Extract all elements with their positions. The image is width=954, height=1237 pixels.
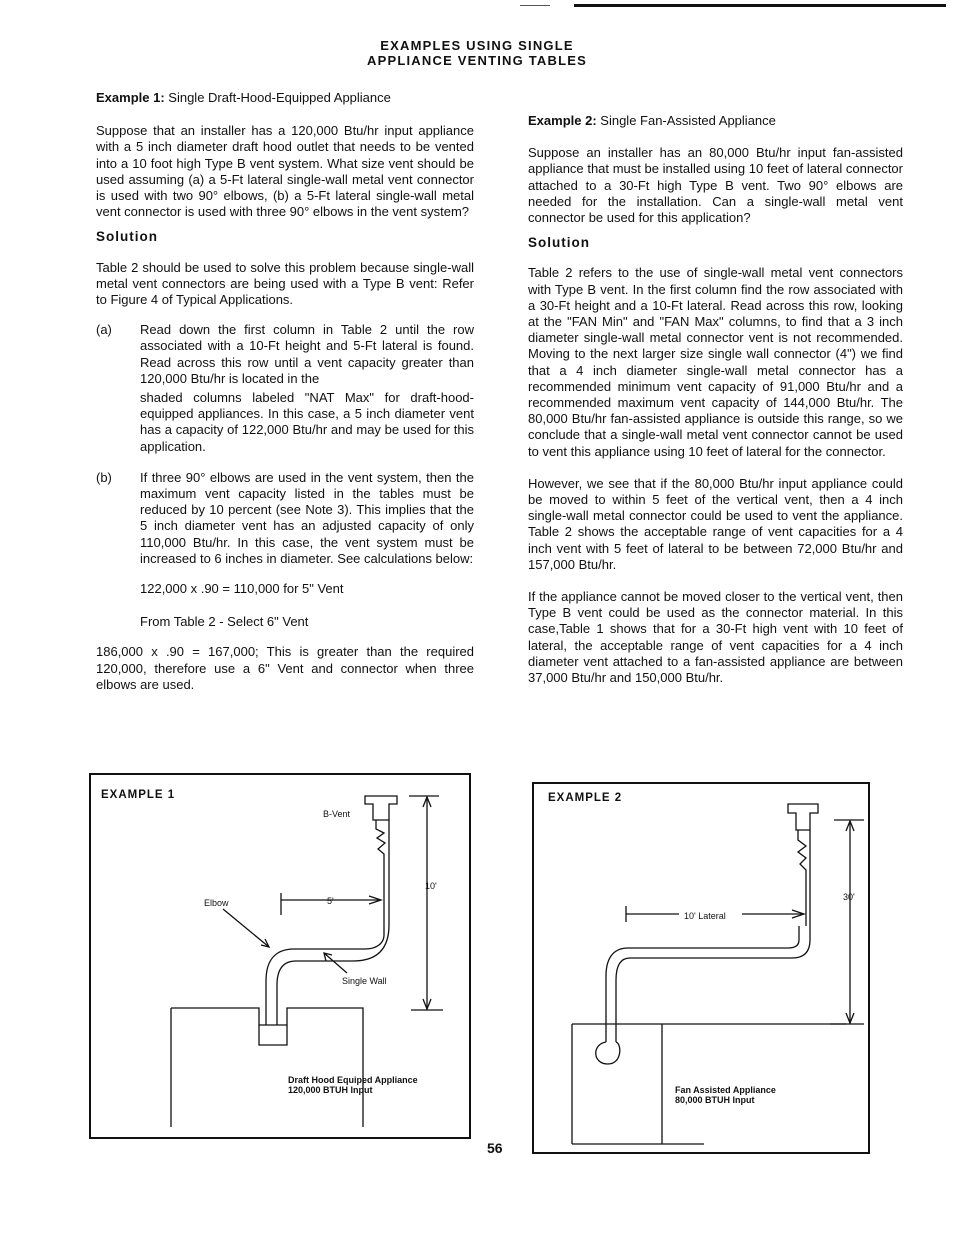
- figure1-drawing: [91, 775, 469, 1137]
- example1-problem: Suppose that an installer has a 120,000 Btu/hr input appliance with a 5 inch diameter draft hood outlet that needs to be vented into a 10 foot high Type B vent system. What size vent should be used assuming (a) a 5-Ft lateral single-wall metal vent connector is used with two 90° elbows, (b) a 5-Ft lateral single-wall metal vent connector is used with three 90° elbows in the vent system?: [96, 123, 474, 220]
- figure-example-2: [532, 782, 870, 1154]
- example1-subtitle: Single Draft-Hood-Equipped Appliance: [168, 90, 391, 105]
- example2-paragraph-2: However, we see that if the 80,000 Btu/hr input appliance could be moved to within 5 feet of the vertical vent, then a 4 inch single-wall metal connector could be used to vent the appliance. Table 2 shows the acceptable range of vent capacities for a 4 inch vent with 5 feet of lateral to be between 72,000 Btu/hr and 157,000 Btu/hr.: [528, 475, 903, 572]
- figure1-single-wall-label: Single Wall: [342, 976, 387, 986]
- item-a-marker: (a): [96, 322, 112, 338]
- item-b-marker: (b): [96, 469, 112, 485]
- top-rule-short: [520, 5, 550, 6]
- figure1-vent-cap: [365, 796, 397, 820]
- top-rule: [574, 4, 946, 7]
- example1-label: Example 1:: [96, 90, 165, 105]
- figure2-appliance-line2: 80,000 BTUH Input: [675, 1095, 755, 1105]
- figure1-lateral-label: 5': [327, 896, 334, 906]
- example1-column: [96, 90, 474, 693]
- item-a-text-1: Read down the first column in Table 2 until the row associated with a 10-Ft height and 5-Ft lateral is found. Read across this row until a vent capacity greater than 120,000 Btu/hr is located in the: [140, 322, 474, 386]
- figure1-appliance-line1: Draft Hood Equiped Appliance: [288, 1075, 418, 1085]
- example1-item-b: [96, 470, 474, 567]
- example2-column: [528, 113, 903, 686]
- figure2-height-label: 30': [843, 892, 855, 902]
- figure2-appliance-line1: Fan Assisted Appliance: [675, 1085, 776, 1095]
- calculation-2: From Table 2 - Select 6" Vent: [140, 614, 309, 630]
- figure1-lateral-line: [281, 893, 380, 915]
- figure2-label: EXAMPLE 2: [548, 792, 623, 804]
- example1-heading: [96, 90, 474, 106]
- figure-example-1: [89, 773, 471, 1139]
- page-title-line2: APPLIANCE VENTING TABLES: [367, 53, 587, 68]
- figure1-connector-inner: [266, 935, 384, 1025]
- example1-solution-intro: Table 2 should be used to solve this problem because single-wall metal vent connectors are being used with a Type B vent: Refer to Figure 4 of Typical Applications.: [96, 259, 474, 308]
- figure2-height-line: [830, 820, 864, 1024]
- figure2-flue-collar: [596, 1042, 620, 1064]
- example2-solution-heading: Solution: [528, 235, 590, 251]
- item-a-text-2: shaded columns labeled "NAT Max" for draft-hood-equipped appliances. In this case, a 5 inch diameter vent has a capacity of 122,000 Btu/hr and may be used for this application.: [140, 390, 474, 454]
- figure1-connector-outer: [277, 925, 389, 1025]
- example1-conclusion: 186,000 x .90 = 167,000; This is greater than the required 120,000, therefore use a 6" Vent and connector when three elbows are used.: [96, 644, 474, 692]
- example2-paragraph-3: If the appliance cannot be moved closer to the vertical vent, then Type B vent could be used as the connector material. In this case,Table 1 shows that for a 30-Ft high vent with 10 feet of lateral, the acceptable range of vent capacities for a 4 inch diameter vent attached to a fan-assisted appliance are between 37,000 Btu/hr and 150,000 Btu/hr.: [528, 589, 903, 686]
- figure1-elbow-label: Elbow: [204, 898, 229, 908]
- item-b-text: If three 90° elbows are used in the vent system, then the maximum vent capacity listed in the tables must be reduced by 10 percent (see Note 3). This implies that the 5 inch diameter vent has an adjusted capacity of only 110,000 Btu/hr. In this case, the vent system must be increased to 6 inches in diameter. See calculations below:: [140, 469, 474, 566]
- figure1-appliance-line2: 120,000 BTUH Input: [288, 1085, 373, 1095]
- figure1-draft-hood: [259, 1025, 287, 1045]
- example2-paragraph-1: Table 2 refers to the use of single-wall metal vent connectors with Type B vent. In the first column find the row associated with a 30-Ft height and a 10-Ft lateral. Read across this row, looking at the "FAN Min" and "FAN Max" columns, to find that a 3 inch diameter single-wall metal connector vent is not recommended. Moving to the next larger size single wall connector (4") we find that a 4 inch diameter single-wall metal connector has a recommended minimum vent capacity of 91,000 Btu/hr and a recommended maximum vent capacity of 144,000 Btu/hr. The 80,000 Btu/hr fan-assisted appliance is outside this range, so we conclude that a single-wall metal vent connector cannot be used to vent this appliance using 10 feet of lateral for the connector.: [528, 265, 903, 459]
- page-title-line1: EXAMPLES USING SINGLE: [380, 38, 574, 53]
- figure1-elbow-pointer: [223, 909, 269, 947]
- figure1-height-label: 10': [425, 881, 437, 891]
- figure1-appliance: [171, 1008, 363, 1127]
- figure2-drawing: [534, 784, 868, 1152]
- example1-item-a: [96, 322, 474, 455]
- example2-subtitle: Single Fan-Assisted Appliance: [600, 113, 776, 128]
- figure2-vent-cap: [788, 804, 818, 830]
- figure1-label: EXAMPLE 1: [101, 789, 176, 801]
- page-title: [0, 38, 954, 68]
- calculation-1: 122,000 x .90 = 110,000 for 5" Vent: [140, 581, 344, 597]
- example2-heading: [528, 113, 903, 129]
- figure2-lateral-line: [626, 906, 802, 922]
- figure2-lateral-label: 10' Lateral: [684, 911, 726, 921]
- figure1-height-line: [409, 796, 443, 1010]
- example2-problem: Suppose an installer has an 80,000 Btu/hr input fan-assisted appliance that must be installed using 10 feet of lateral connector attached to a 30-Ft high Type B vent. Two 90° elbows are needed for the installation. Can a single-wall metal vent connector be used for this application?: [528, 145, 903, 226]
- example1-solution-heading: Solution: [96, 229, 158, 245]
- figure1-single-wall-pointer: [324, 953, 347, 973]
- figure2-vent-pipe: [798, 830, 810, 926]
- page-number: 56: [487, 1140, 503, 1156]
- example2-label: Example 2:: [528, 113, 597, 128]
- figure1-vent-pipe: [376, 820, 389, 935]
- figure2-appliance: [572, 1024, 846, 1144]
- figure1-bvent-label: B-Vent: [323, 809, 351, 819]
